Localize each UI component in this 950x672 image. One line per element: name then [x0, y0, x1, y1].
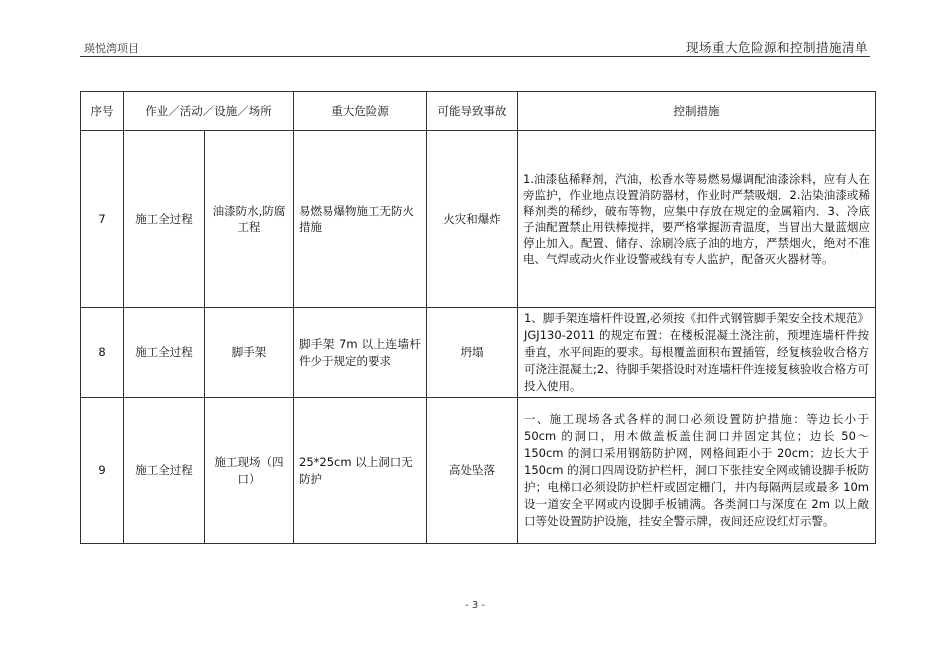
row-activity: 施工全过程: [124, 308, 205, 398]
row-accident: 火灾和爆炸: [427, 131, 518, 308]
row-hazard: 脚手架 7m 以上连墙杆件少于规定的要求: [294, 308, 427, 398]
header-measures: 控制措施: [518, 92, 876, 131]
table-row: [81, 398, 876, 544]
row-hazard: 易燃易爆物施工无防火措施: [294, 131, 427, 308]
row-facility: 脚手架: [205, 308, 294, 398]
document-title: 现场重大危险源和控制措施清单: [685, 40, 868, 55]
table-row: [81, 308, 876, 398]
header-hazard: 重大危险源: [294, 92, 427, 131]
row-hazard: 25*25cm 以上洞口无防护: [294, 398, 427, 544]
row-accident: 坍塌: [427, 308, 518, 398]
row-no: 7: [81, 131, 124, 308]
row-no: 8: [81, 308, 124, 398]
row-facility: 施工现场（四口）: [205, 398, 294, 544]
header-no: 序号: [81, 92, 124, 131]
project-name: 瑛悦湾项目: [84, 42, 139, 55]
row-measures: 1、脚手架连墙杆件设置,必须按《扣件式钢管脚手架安全技术规范》JGJ130-2011 的规定布置：在楼板混凝土浇注前，预埋连墙杆件按垂直，水平间距的要求。每根覆盖面积布置插管，经复核验收合格方可浇注混凝土;2、待脚手架搭设时对连墙杆件连接复核验收合格方可投入使用。: [518, 308, 876, 398]
row-measures: 1.油漆毡稀释剂，汽油，松香水等易燃易爆调配油漆涂料，应有人在旁监护，作业地点设置消防器材，作业时严禁吸烟．2.沾染油漆或稀释剂类的稀纱，破布等物，应集中存放在规定的金属箱内．3、冷底子油配置禁止用铁棒搅拌，要严格掌握沥青温度，当冒出大量蓝烟应停止加入。配置、储存、涂刷冷底子油的地方，严禁烟火，绝对不准电、气焊或动火作业设警戒线有专人监护，配备灭火器材等。: [518, 131, 876, 308]
row-no: 9: [81, 398, 124, 544]
header-rule: [80, 56, 870, 57]
table-row: [81, 131, 876, 308]
hazard-table: [80, 91, 876, 544]
table-header-row: [81, 92, 876, 131]
header-activity: 作业／活动／设施／场所: [124, 92, 294, 131]
row-measures: 一、施工现场各式各样的洞口必须设置防护措施：等边长小于 50cm 的洞口，用木做盖板盖住洞口并固定其位；边长 50～150cm 的洞口采用钢筋防护网，网格间距小于 20cm；边长大于 150cm 的洞口四周设防护栏杆，洞口下张挂安全网或铺设脚手板防护；电梯口必须设防护栏杆或固定栅门，井内每隔两层或最多 10m 设一道安全平网或内设脚手板铺满。各类洞口与深度在 2m 以上敞口等处设置防护设施，挂安全警示牌，夜间还应设红灯示警。: [518, 398, 876, 544]
page-number: - 3 -: [465, 600, 485, 611]
row-activity: 施工全过程: [124, 131, 205, 308]
header-accident: 可能导致事故: [427, 92, 518, 131]
row-activity: 施工全过程: [124, 398, 205, 544]
row-facility: 油漆防水,防腐工程: [205, 131, 294, 308]
row-accident: 高处坠落: [427, 398, 518, 544]
